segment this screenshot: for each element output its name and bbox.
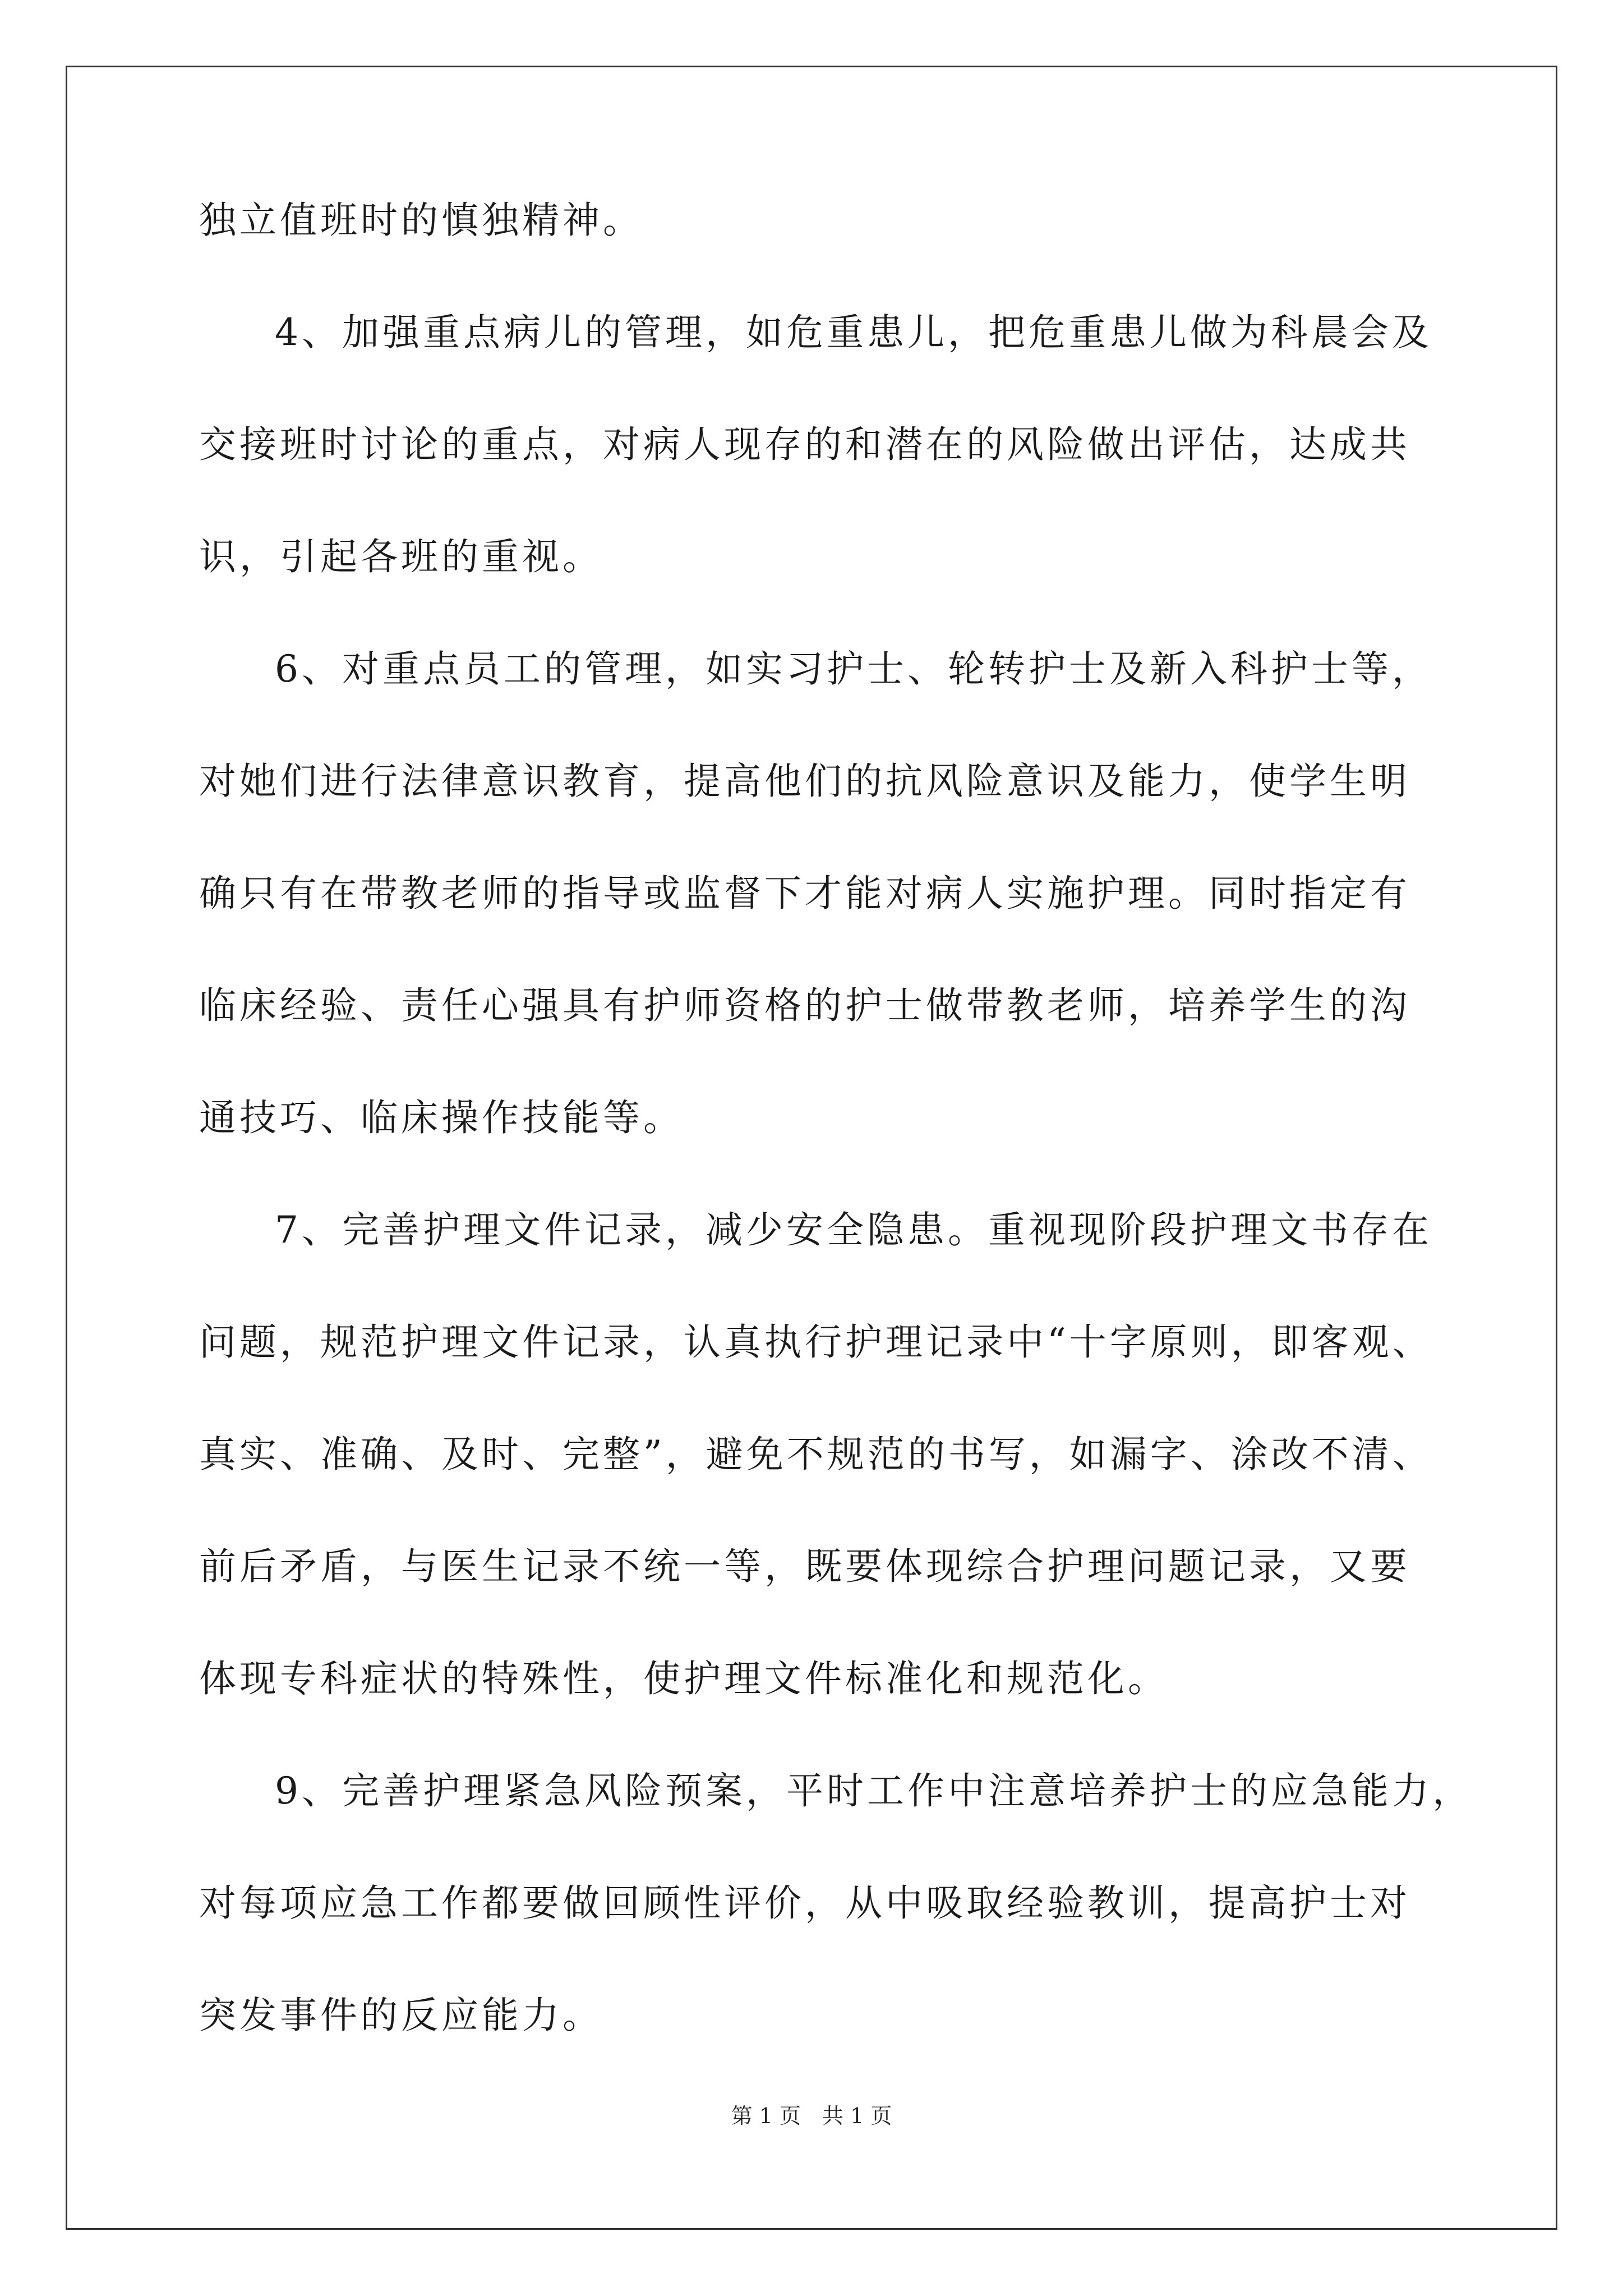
page-number-footer: 第 1 页 共 1 页 — [731, 2104, 892, 2128]
text-line: 问题，规范护理文件记录，认真执行护理记录中“十字原则，即客观、 — [199, 1320, 1433, 1364]
text-line: 临床经验、责任心强具有护师资格的护士做带教老师，培养学生的沟 — [199, 984, 1410, 1027]
paragraph-9-start: 9、完善护理紧急风险预案，平时工作中注意培养护士的应急能力， — [275, 1769, 1473, 1812]
text-line: 突发事件的反应能力。 — [199, 1994, 603, 2037]
text-line: 前后矛盾，与医生记录不统一等，既要体现综合护理问题记录，又要 — [199, 1545, 1410, 1588]
text-line: 独立值班时的慎独精神。 — [199, 199, 643, 242]
paragraph-6-start: 6、对重点员工的管理，如实习护士、轮转护士及新入科护士等， — [275, 647, 1432, 691]
text-line: 对她们进行法律意识教育，提高他们的抗风险意识及能力，使学生明 — [199, 760, 1410, 803]
text-line: 体现专科症状的特殊性，使护理文件标准化和规范化。 — [199, 1657, 1168, 1700]
paragraph-4-start: 4、加强重点病儿的管理，如危重患儿，把危重患儿做为科晨会及 — [275, 311, 1432, 354]
text-line: 交接班时讨论的重点，对病人现存的和潜在的风险做出评估，达成共 — [199, 423, 1410, 466]
text-line: 通技巧、临床操作技能等。 — [199, 1096, 684, 1139]
text-line: 确只有在带教老师的指导或监督下才能对病人实施护理。同时指定有 — [199, 872, 1410, 915]
paragraph-7-start: 7、完善护理文件记录，减少安全隐患。重视现阶段护理文书存在 — [275, 1208, 1432, 1251]
text-line: 对每项应急工作都要做回顾性评价，从中吸取经验教训，提高护士对 — [199, 1881, 1410, 1925]
text-line: 识，引起各班的重视。 — [199, 535, 603, 578]
text-line: 真实、准确、及时、完整”，避免不规范的书写，如漏字、涂改不清、 — [199, 1433, 1433, 1476]
